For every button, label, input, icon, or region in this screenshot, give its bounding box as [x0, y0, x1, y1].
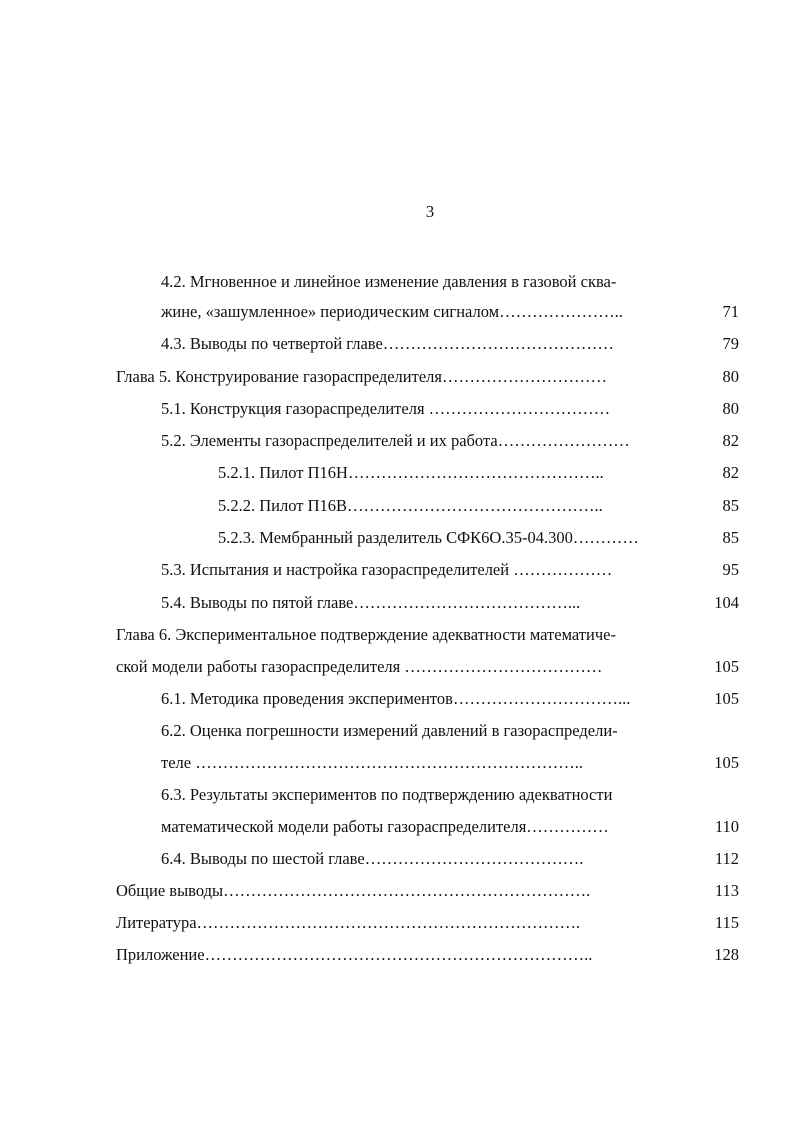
toc-leader-dots: …………… — [526, 817, 609, 836]
toc-page-number: 71 — [722, 302, 739, 321]
toc-page-number: 105 — [714, 753, 739, 772]
toc-leader-dots: ……………………………………….. — [347, 463, 604, 482]
toc-entry-text: 5.4. Выводы по пятой главе — [161, 593, 354, 612]
toc-entry-line — [161, 399, 610, 419]
toc-leader-dots: …………………………………………………………….. — [191, 753, 583, 772]
toc-entry-line — [218, 463, 604, 483]
toc-entry-text: Общие выводы — [116, 881, 224, 900]
toc-entry-text: 4.3. Выводы по четвертой главе — [161, 334, 383, 353]
toc-leader-dots: …………………………………… — [382, 334, 614, 353]
toc-entry-text: 6.1. Методика проведения экспериментов — [161, 689, 453, 708]
toc-leader-dots: …………………………………………………………….. — [204, 945, 593, 964]
toc-page-number: 128 — [714, 945, 739, 964]
toc-page-number: 82 — [722, 463, 739, 482]
page-number: 3 — [425, 202, 435, 221]
toc-entry-line — [161, 689, 630, 709]
toc-entry-line — [116, 657, 602, 677]
toc-entry-line — [116, 367, 607, 387]
toc-entry-line — [161, 302, 623, 322]
toc-leader-dots: ………… — [572, 528, 639, 547]
toc-entry-line — [161, 431, 630, 451]
toc-leader-dots: …………………………………. — [364, 849, 584, 868]
toc-entry-line: 6.2. Оценка погрешности измерений давлений в газораспредели- — [161, 721, 618, 740]
toc-page-number: 113 — [714, 881, 739, 900]
toc-entry-line: 6.3. Результаты экспериментов по подтверждению адекватности — [161, 785, 613, 804]
toc-entry-text: Приложение — [116, 945, 205, 964]
toc-leader-dots: ………………………… — [441, 367, 607, 386]
toc-leader-dots: …………………………... — [452, 689, 631, 708]
toc-entry-text: теле — [161, 753, 192, 772]
toc-page-number: 80 — [722, 367, 739, 386]
toc-entry-text: жине, «зашумленное» периодическим сигналом — [161, 302, 500, 321]
toc-entry-text: 5.2.2. Пилот П16В — [218, 496, 348, 515]
toc-leader-dots: ……………………………………………………………. — [196, 913, 581, 932]
toc-page-number: 85 — [722, 528, 739, 547]
toc-entry-text: 5.3. Испытания и настройка газораспределителей — [161, 560, 510, 579]
toc-leader-dots: …………………………………………………………. — [223, 881, 591, 900]
toc-entry-line — [218, 496, 603, 516]
toc-page-number: 79 — [722, 334, 739, 353]
toc-leader-dots: ……………… — [509, 560, 613, 579]
toc-page-number: 112 — [714, 849, 739, 868]
toc-entry-line — [116, 913, 580, 933]
toc-entry-text: Глава 5. Конструирование газораспределителя — [116, 367, 442, 386]
toc-page-number: 85 — [722, 496, 739, 515]
toc-page-number: 105 — [714, 657, 739, 676]
toc-leader-dots: …………………………… — [424, 399, 611, 418]
toc-leader-dots: …………………… — [497, 431, 630, 450]
toc-page-number: 82 — [722, 431, 739, 450]
toc-entry-text: 5.1. Конструкция газораспределителя — [161, 399, 425, 418]
toc-leader-dots: ……………………………… — [400, 657, 603, 676]
toc-page-number: 104 — [714, 593, 739, 612]
toc-leader-dots: …………………………………... — [353, 593, 581, 612]
toc-entry-text: 6.4. Выводы по шестой главе — [161, 849, 365, 868]
toc-page-number: 95 — [722, 560, 739, 579]
toc-entry-line — [161, 560, 612, 580]
toc-page-number: 105 — [714, 689, 739, 708]
toc-entry-text: 5.2. Элементы газораспределителей и их работа — [161, 431, 498, 450]
toc-entry-line — [161, 753, 583, 773]
toc-entry-line: Глава 6. Экспериментальное подтверждение адекватности математиче- — [116, 625, 616, 644]
toc-entry-text: 5.2.3. Мембранный разделитель СФК6О.35-04.300 — [218, 528, 573, 547]
toc-page-number: 110 — [714, 817, 739, 836]
toc-entry-text: ской модели работы газораспределителя — [116, 657, 401, 676]
toc-entry-line: 4.2. Мгновенное и линейное изменение давления в газовой сква- — [161, 272, 617, 291]
toc-entry-line — [218, 528, 639, 548]
toc-entry-text: 5.2.1. Пилот П16Н — [218, 463, 348, 482]
toc-entry-line — [161, 334, 614, 354]
toc-entry-text: Литература — [116, 913, 197, 932]
toc-entry-line — [116, 945, 592, 965]
toc-entry-line — [116, 881, 590, 901]
toc-leader-dots: ………………….. — [499, 302, 623, 321]
toc-leader-dots: ……………………………………….. — [347, 496, 603, 515]
toc-entry-line — [161, 817, 609, 837]
toc-entry-text: математической модели работы газораспределителя — [161, 817, 527, 836]
toc-page-number: 80 — [722, 399, 739, 418]
toc-entry-line — [161, 593, 580, 613]
toc-page-number: 115 — [714, 913, 739, 932]
toc-entry-line — [161, 849, 583, 869]
